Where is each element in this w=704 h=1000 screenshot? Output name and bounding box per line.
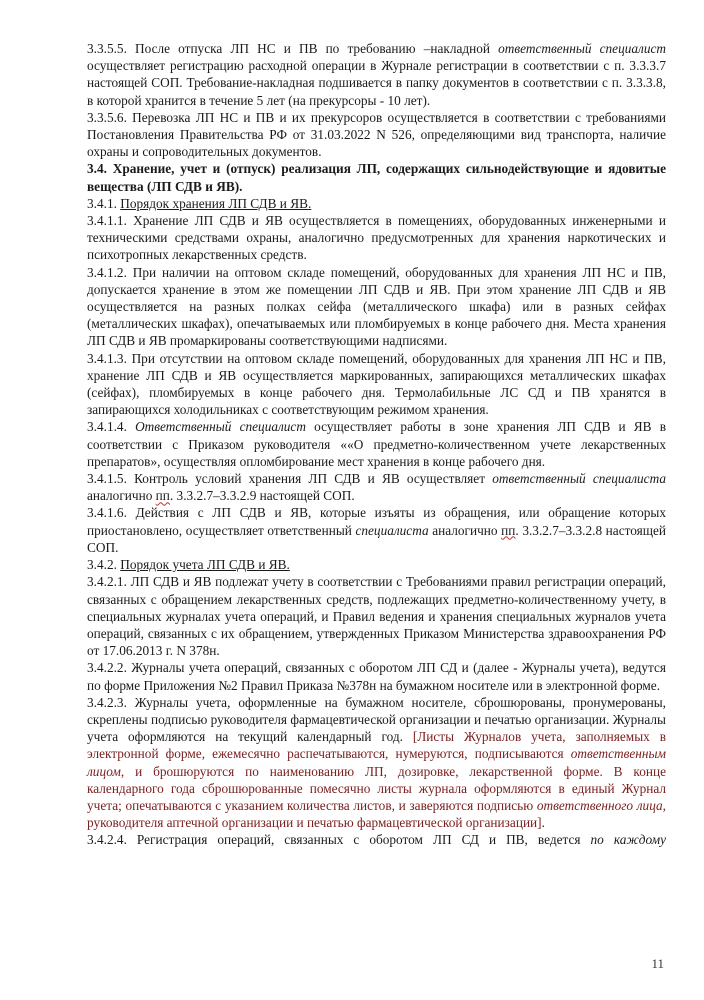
paragraph-3-4-2-2: 3.4.2.2. Журналы учета операций, связанных с оборотом ЛП СД и (далее - Журналы учета), ведутся по форме Приложения №2 Правил Приказа №378н на бумажном носителе или в электронной форме. <box>87 660 666 693</box>
paragraph-3-4-2-3: 3.4.2.3. Журналы учета, оформленные на бумажном носителе, сброшюрованы, пронумерованы, скреплены подписью руководителя фармацевтической организации и печатью организации. Журналы учета оформляются на текущий календарный год. [Листы Журналов учета, заполняемых в электронной форме, ежемесячно распечатываются, нумеруются, подписываются ответственным лицом, и брошюруются по наименованию ЛП, дозировке, лекарственной форме. В конце календарного года сброшюрованные помесячно листы журнала оформляются в единый Журнал учета; опечатываются с указанием количества листов, и заверяются подписью ответственного лица, руководителя аптечной организации и печатью фармацевтической организации]. <box>87 694 666 831</box>
paragraph-3-4-1-2: 3.4.1.2. При наличии на оптовом складе помещений, оборудованных для хранения ЛП НС и ПВ, допускается хранение в этом же помещении ЛП СДВ и ЯВ. При этом хранение ЛП СДВ и ЯВ осуществляется на разных полках сейфа (металлического шкафа) или в разных сейфах (металлических шкафах), опечатываемых или пломбируемых в конце рабочего дня. Места хранения ЛП СДВ и ЯВ промаркированы соответствующими надписями. <box>87 264 666 349</box>
paragraph-3-4-1-3: 3.4.1.3. При отсутствии на оптовом складе помещений, оборудованных для хранения ЛП НС и ПВ, хранение ЛП СДВ и ЯВ осуществляется маркированных, запирающихся металлических шкафах (сейфах), пломбируемых в конце рабочего дня. Термолабильные ЛС СД и ПВ хранятся в запирающихся холодильниках с соответствующим режимом хранения. <box>87 350 666 418</box>
subsection-heading-3-4-1: 3.4.1. Порядок хранения ЛП СДВ и ЯВ. <box>87 195 312 211</box>
paragraph-3-3-5-6: 3.3.5.6. Перевозка ЛП НС и ПВ и их прекурсоров осуществляется в соответствии с требованиями Постановления Правительства РФ от 31.03.2022 N 526, определяющими вид транспорта, наличие охраны и сопроводительных документов. <box>87 109 666 160</box>
paragraph-3-4-1-1: 3.4.1.1. Хранение ЛП СДВ и ЯВ осуществляется в помещениях, оборудованных инженерными и техническими средствами охраны, аналогично предусмотренных для хранения наркотических и психотропных лекарственных средств. <box>87 213 666 263</box>
paragraph-3-4-2-4: 3.4.2.4. Регистрация операций, связанных с оборотом ЛП СД и ПВ, ведется по каждому <box>87 832 666 848</box>
paragraph-3-4-1-6: 3.4.1.6. Действия с ЛП СДВ и ЯВ, которые изъяты из обращения, или обращение которых приостановлено, осуществляет ответственный специалиста аналогично пп. 3.3.2.7–3.3.2.8 настоящей СОП. <box>87 505 667 555</box>
page-number: 11 <box>651 956 664 971</box>
subsection-heading-3-4-2: 3.4.2. Порядок учета ЛП СДВ и ЯВ. <box>87 557 290 573</box>
paragraph-3-4-2-1: 3.4.2.1. ЛП СДВ и ЯВ подлежат учету в соответствии с Требованиями правил регистрации операций, связанных с обращением лекарственных средств, подлежащих предметно-количественному учету, в специальных журналах учета операций, и Правил ведения и хранения специальных журналов учета операций, связанных с их обращением, утвержденных Приказом Министерства здравоохранения РФ от 17.06.2013 г. N 378н. <box>87 574 666 659</box>
paragraph-3-4-1-4: 3.4.1.4. Ответственный специалист осуществляет работы в зоне хранения ЛП СДВ и ЯВ в соответствии с Приказом руководителя ««О предметно-количественном учете лекарственных препаратов», осуществляя опломбирование мест хранения в конце рабочего дня. <box>87 419 666 469</box>
paragraph-3-4-1-5: 3.4.1.5. Контроль условий хранения ЛП СДВ и ЯВ осуществляет ответственный специалиста аналогично пп. 3.3.2.7–3.3.2.9 настоящей СОП. <box>87 471 666 504</box>
section-heading-3-4: 3.4. Хранение, учет и (отпуск) реализация ЛП, содержащих сильнодействующие и ядовитые вещества (ЛП СДВ и ЯВ). <box>87 161 666 194</box>
paragraph-3-3-5-5: 3.3.5.5. После отпуска ЛП НС и ПВ по требованию –накладной ответственный специалист осуществляет регистрацию расходной операции в Журнале регистрации в соответствии с п. 3.3.3.7 настоящей СОП. Требование-накладная подшивается в папку документов в соответствии с п. 3.3.3.8, в которой хранится в течение 5 лет (на прекурсоры - 10 лет). <box>87 41 666 108</box>
